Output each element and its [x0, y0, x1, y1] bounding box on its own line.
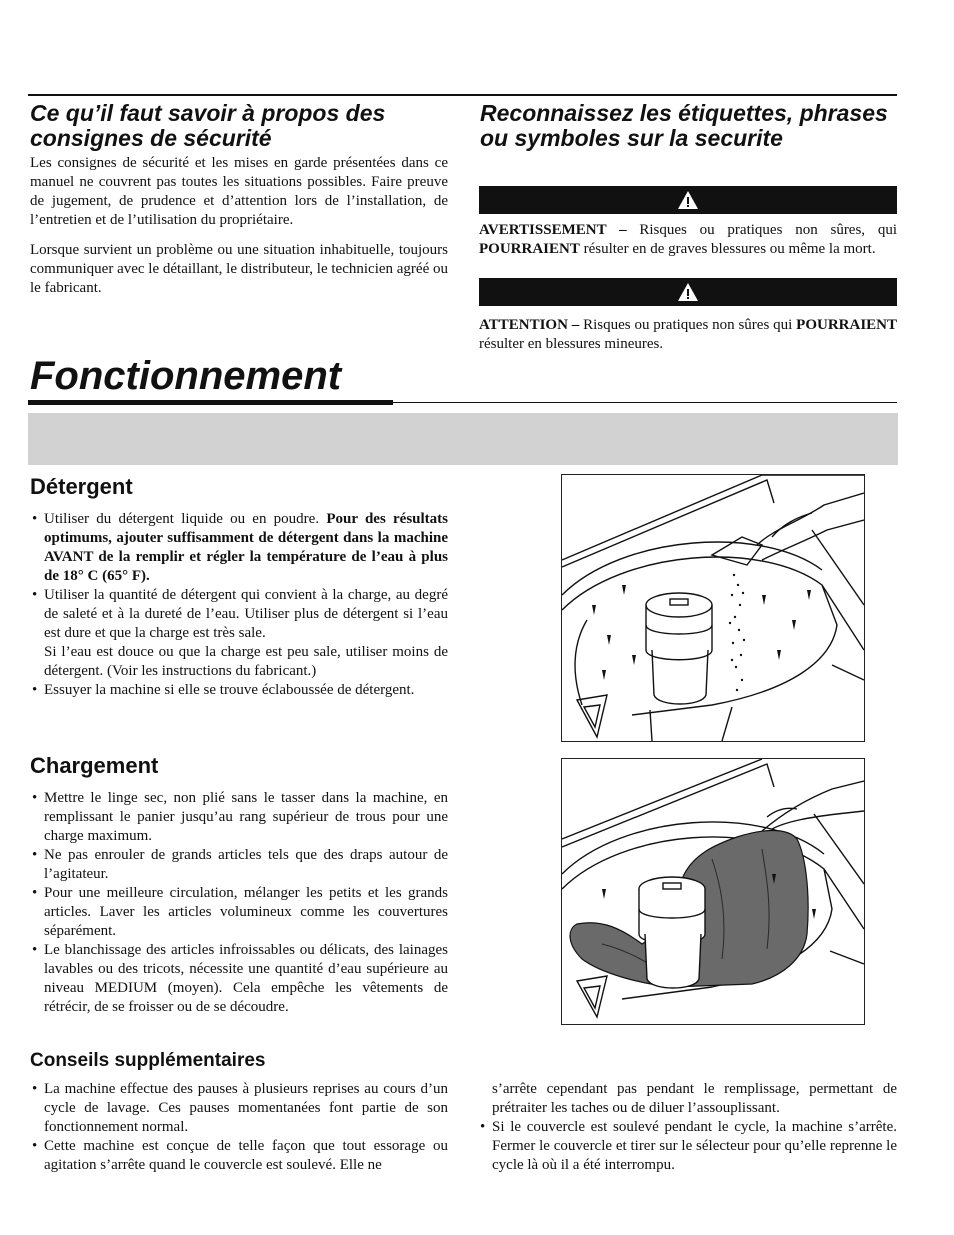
tips-bullet-2-continuation: s’arrête cependant pas pendant le remplissage, permettant de prétraiter les taches ou de diluer l’assouplissant.: [492, 1081, 897, 1116]
loading-illustration: [561, 758, 865, 1025]
safety-title: Ce qu’il faut savoir à propos des consignes de sécurité: [30, 100, 386, 151]
warning-description: [479, 221, 897, 259]
tips-section: [30, 1050, 448, 1175]
loading-list: [30, 789, 448, 1017]
warning-text-2: résulter en de graves blessures ou même la mort.: [579, 241, 876, 257]
list-item: • Pour une meilleure circulation, mélanger les petits et les grands articles. Laver les articles volumineux comme les couvertures séparément.: [30, 884, 448, 941]
operation-thin-rule: [393, 402, 897, 403]
labels-title: Reconnaissez les étiquettes, phrases ou symboles sur la securite: [480, 100, 888, 151]
washer-detergent-drawing: [562, 475, 864, 741]
warning-banner: [479, 186, 897, 214]
grey-band: [28, 413, 898, 465]
list-item-continuation: [478, 1080, 897, 1118]
caution-banner: [479, 278, 897, 306]
tips-list-right: [478, 1080, 897, 1175]
detergent-bullet-1-bold: Pour des résultats optimums, ajouter suffisamment de détergent dans la machine AVANT de la remplir et régler la température de l’eau à plus de 18° C (65° F).: [44, 511, 448, 584]
tips-right-column: [478, 1080, 897, 1175]
loading-title: Chargement: [30, 753, 159, 778]
safety-paragraph-2: Lorsque survient un problème ou une situation inhabituelle, toujours communiquer avec le détaillant, le distributeur, le technicien agréé ou le fabricant.: [30, 242, 448, 296]
labels-section: [480, 101, 898, 151]
caution-text-2: résulter en blessures mineures.: [479, 336, 664, 352]
list-item: • Le blanchissage des articles infroissables ou délicats, des lainages lavables ou des tricots, nécessite une quantité d’eau supérieure au niveau MEDIUM (moyen). Cela empêche les vêtements de rétrécir, de se froisser ou de se découdre.: [30, 941, 448, 1017]
safety-body: [30, 154, 448, 298]
operation-title: Fonctionnement: [30, 354, 342, 398]
caution-text-1: Risques ou pratiques non sûres qui: [579, 317, 797, 333]
safety-paragraph-1: Les consignes de sécurité et les mises en garde présentées dans ce manuel ne couvrent pas toutes les situations possibles. Faire preuve de jugement, de prudence et d’attention lors de l’installation, de l’entretien et de l’utilisation du propriétaire.: [30, 155, 448, 228]
detergent-bullet-1-text: Utiliser du détergent liquide ou en poudre.: [44, 511, 327, 527]
caution-triangle-icon: [677, 282, 699, 302]
list-item: [30, 681, 448, 700]
list-item: • La machine effectue des pauses à plusieurs reprises au cours d’un cycle de lavage. Ces pauses momentanées font partie de son fonctionnement normal.: [30, 1080, 448, 1137]
loading-section: [30, 753, 448, 1017]
list-item: • Si le couvercle est soulevé pendant le cycle, la machine s’arrête. Fermer le couvercle et tirer sur le sélecteur pour qu’elle reprenne le cycle là où il a été interrompu.: [478, 1118, 897, 1175]
detergent-list: [30, 510, 448, 700]
caution-description: [479, 316, 897, 354]
caution-emphasis: POURRAIENT: [796, 317, 897, 333]
detergent-section: [30, 474, 448, 700]
detergent-bullet-3-text: Essuyer la machine si elle se trouve éclaboussée de détergent.: [44, 682, 415, 698]
caution-term: ATTENTION –: [479, 317, 580, 333]
list-item: [30, 586, 448, 681]
top-rule: [28, 94, 897, 96]
list-item: • Ne pas enrouler de grands articles tels que des draps autour de l’agitateur.: [30, 846, 448, 884]
detergent-title: Détergent: [30, 474, 133, 499]
tips-list-left: [30, 1080, 448, 1175]
warning-triangle-icon: [677, 190, 699, 210]
washer-loading-drawing: [562, 759, 864, 1024]
detergent-bullet-2-continuation: Si l’eau est douce ou que la charge est peu sale, utiliser moins de détergent. (Voir les instructions du fabricant.): [44, 644, 448, 679]
warning-text-1: Risques ou pratiques non sûres, qui: [626, 222, 898, 238]
warning-term: AVERTISSEMENT –: [479, 222, 627, 238]
tips-title: Conseils supplémentaires: [30, 1050, 266, 1071]
operation-thick-rule: [28, 400, 393, 405]
detergent-illustration: [561, 474, 865, 742]
list-item: • Mettre le linge sec, non plié sans le tasser dans la machine, en remplissant le panier jusqu’au rang supérieur de trous pour une charge maximum.: [30, 789, 448, 846]
list-item: [30, 510, 448, 586]
detergent-bullet-2-text: Utiliser la quantité de détergent qui convient à la charge, au degré de saleté et à la dureté de l’eau. Utiliser plus de détergent si l’eau est dure et que la charge est très sale.: [44, 587, 448, 641]
safety-section: [30, 101, 448, 309]
warning-emphasis: POURRAIENT: [479, 241, 580, 257]
list-item: • Cette machine est conçue de telle façon que tout essorage ou agitation s’arrête quand le couvercle est soulevé. Elle ne: [30, 1137, 448, 1175]
